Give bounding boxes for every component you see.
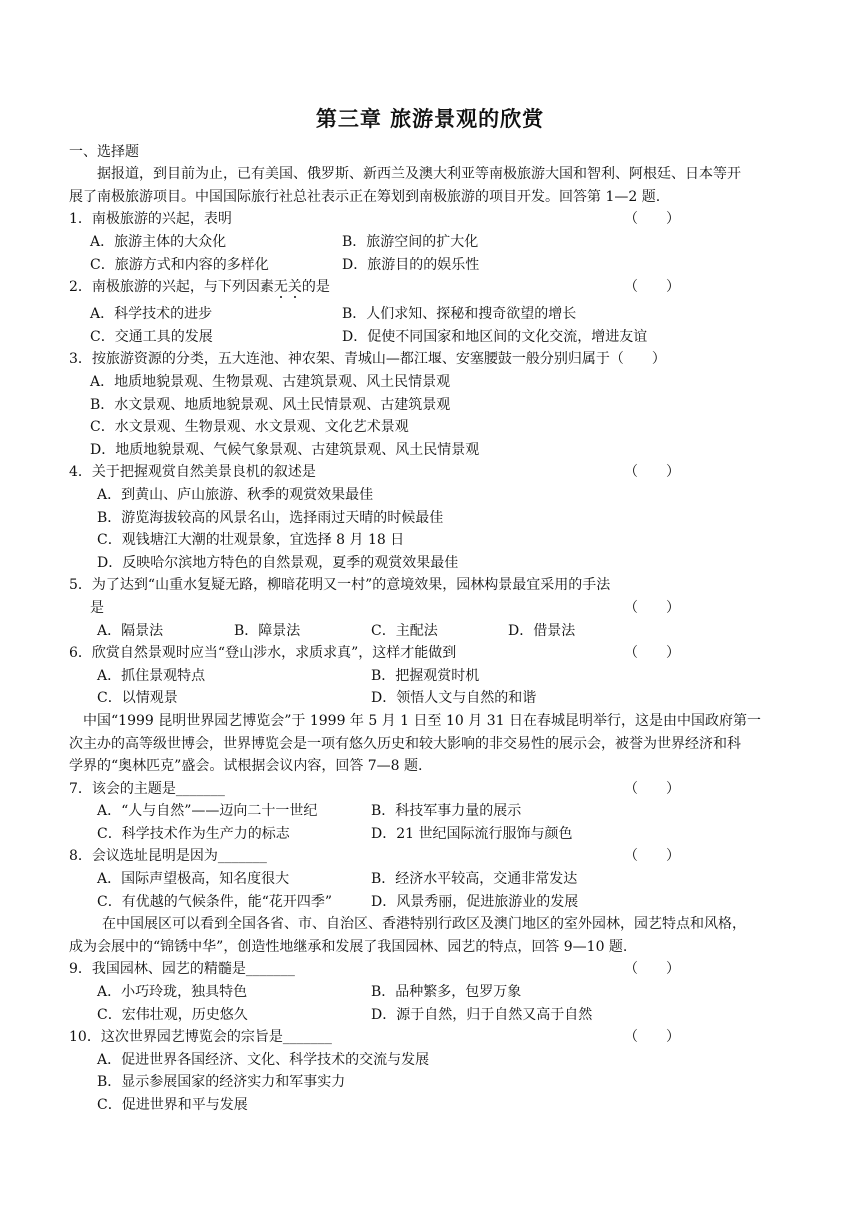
q2-stem-emphasis-2: 关 [287,279,302,295]
q9-option-d: D．源于自然，归于自然又高于自然 [371,1007,593,1023]
q5-option-a: A．隔景法 [97,623,164,639]
q8-option-d: D．风景秀丽，促进旅游业的发展 [371,894,579,910]
q4-option-b: B．游览海拔较高的风景名山，选择雨过天晴的时候最佳 [97,510,444,526]
q4-option-a: A．到黄山、庐山旅游、秋季的观赏效果最佳 [97,487,374,503]
q4-option-d: D．反映哈尔滨地方特色的自然景观，夏季的观赏效果最佳 [97,555,459,571]
q2-option-a: A．科学技术的进步 [90,306,213,322]
q5-stem: 5．为了达到“山重水复疑无路，柳暗花明又一村”的意境效果，园林构景最宜采用的手法 [69,577,611,593]
q2-option-d: D．促使不同国家和地区间的文化交流，增进友谊 [342,329,648,345]
section-heading: 一、选择题 [69,144,139,160]
q3-option-d: D．地质地貌景观、气候气象景观、古建筑景观、风土民情景观 [90,442,480,458]
passage2-line2: 次主办的高等级世博会，世界博览会是一项有悠久历史和较大影响的非交易性的展示会，被誉为世界经济和科 [69,736,741,752]
q2-stem-post: 的是 [301,279,330,295]
q7-option-c: C．科学技术作为生产力的标志 [97,826,290,842]
passage2-line3: 学界的“奥林匹克”盛会。试根据会议内容，回答 7—8 题. [69,758,423,774]
q8-option-c: C．有优越的气候条件，能“花开四季” [97,894,333,910]
q2-option-b: B．人们求知、探秘和搜奇欲望的增长 [342,306,577,322]
q6-answer-paren: （ ） [624,645,680,661]
q5-option-c: C．主配法 [371,623,438,639]
q9-option-b: B．品种繁多，包罗万象 [371,984,522,1000]
q9-option-a: A．小巧玲珑，独具特色 [97,984,248,1000]
q3-stem: 3．按旅游资源的分类，五大连池、神农架、青城山—都江堰、安塞腰鼓一般分别归属于（ ） [69,351,666,367]
q10-answer-paren: （ ） [624,1029,680,1045]
q7-stem: 7．该会的主题是_______ [69,781,225,797]
q5-stem-cont: 是 [90,600,104,616]
q7-option-b: B．科技军事力量的展示 [371,803,522,819]
q2-stem-emphasis-1: 无 [273,279,288,295]
q4-stem: 4．关于把握观赏自然美景良机的叙述是 [69,464,316,480]
q1-option-a: A．旅游主体的大众化 [90,234,227,250]
passage3-line2: 成为会展中的“锦锈中华”，创造性地继承和发展了我国园林、园艺的特点，回答 9—10 题. [69,939,628,955]
q7-answer-paren: （ ） [624,781,680,797]
q7-option-d: D．21 世纪国际流行服饰与颜色 [371,826,573,842]
q9-stem: 9．我国园林、园艺的精髓是_______ [69,961,295,977]
q3-option-a: A．地质地貌景观、生物景观、古建筑景观、风土民情景观 [90,374,451,390]
q6-option-c: C．以情观景 [97,690,178,706]
q5-option-d: D．借景法 [508,623,576,639]
q7-option-a: A．“人与自然”——迈向二十一世纪 [97,803,318,819]
q8-option-b: B．经济水平较高，交通非常发达 [371,871,578,887]
q1-option-b: B．旅游空间的扩大化 [342,234,479,250]
q2-option-c: C．交通工具的发展 [90,329,213,345]
q3-option-b: B．水文景观、地质地貌景观、风土民情景观、古建筑景观 [90,397,451,413]
q8-answer-paren: （ ） [624,848,680,864]
q5-answer-paren: （ ） [624,600,680,616]
q2-stem [69,277,330,297]
q4-answer-paren: （ ） [624,464,680,480]
passage1-line1: 据报道，到目前为止，已有美国、俄罗斯、新西兰及澳大利亚等南极旅游大国和智利、阿根廷、日本等开 [97,166,741,182]
q6-option-a: A．抓住景观特点 [97,668,206,684]
q9-answer-paren: （ ） [624,961,680,977]
q3-option-c: C．水文景观、生物景观、水文景观、文化艺术景观 [90,419,409,435]
passage3-line1: 在中国展区可以看到全国各省、市、自治区、香港特别行政区及澳门地区的室外园林，园艺特点和风格， [102,916,746,932]
q8-stem: 8．会议选址昆明是因为_______ [69,848,267,864]
q1-option-d: D．旅游目的的娱乐性 [342,257,480,273]
passage1-line2: 展了南极旅游项目。中国国际旅行社总社表示正在筹划到南极旅游的项目开发。回答第 1—2 题. [69,189,661,205]
q1-answer-paren: （ ） [624,211,680,227]
q10-option-b: B．显示参展国家的经济实力和军事实力 [97,1074,346,1090]
q2-answer-paren: （ ） [624,279,680,295]
q1-stem: 1．南极旅游的兴起，表明 [69,211,232,227]
q10-option-a: A．促进世界各国经济、文化、科学技术的交流与发展 [97,1052,430,1068]
passage2-line1: 中国“1999 昆明世界园艺博览会”于 1999 年 5 月 1 日至 10 月 31 日在春城昆明举行，这是由中国政府第一 [83,713,761,729]
q4-option-c: C．观钱塘江大潮的壮观景象，宜选择 8 月 18 日 [97,532,405,548]
page-title: 第三章 旅游景观的欣赏 [315,107,545,131]
q10-option-c: C．促进世界和平与发展 [97,1097,248,1113]
q6-option-d: D．领悟人文与自然的和谐 [371,690,537,706]
q6-stem: 6．欣赏自然景观时应当“登山涉水，求质求真”，这样才能做到 [69,645,457,661]
q10-stem: 10．这次世界园艺博览会的宗旨是_______ [69,1029,332,1045]
q1-option-c: C．旅游方式和内容的多样化 [90,257,269,273]
q6-option-b: B．把握观赏时机 [371,668,480,684]
q2-stem-pre: 2．南极旅游的兴起，与下列因素 [69,279,274,295]
q9-option-c: C．宏伟壮观，历史悠久 [97,1007,248,1023]
q5-option-b: B．障景法 [234,623,301,639]
q8-option-a: A．国际声望极高，知名度很大 [97,871,290,887]
